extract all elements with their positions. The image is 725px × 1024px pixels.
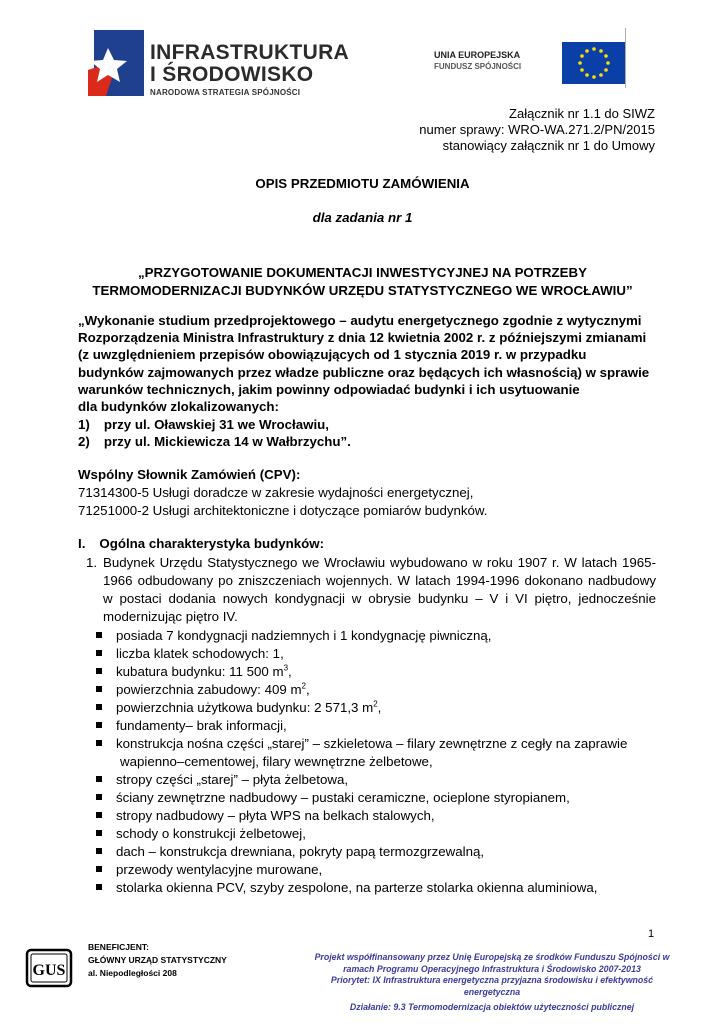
bullet-square-icon — [96, 650, 102, 656]
bullet-square-icon — [96, 812, 102, 818]
bullet-item: powierzchnia zabudowy: 409 $m^2$, — [96, 682, 310, 697]
infrastruktura-emblem-icon — [88, 30, 144, 96]
scope-item-text: przy ul. Oławskiej 31 we Wrocławiu, — [103, 417, 329, 432]
scope-line: budynków zajmowanych przez władze publiczne oraz będących ich własnością) w sprawie — [78, 365, 650, 380]
eu-label: UNIA EUROPEJSKA — [434, 50, 521, 60]
cpv-line: 71251000-2 Usługi architektoniczne i dotyczące pomiarów budynków. — [78, 503, 488, 518]
beneficiary-block — [88, 941, 227, 980]
logo-title-line1: INFRASTRUKTURA — [150, 41, 350, 64]
section-heading — [78, 535, 656, 552]
note-line: energetyczna — [463, 986, 521, 997]
section-paragraph-line: Budynek Urzędu Statystycznego we Wrocławiu wybudowano w roku 1907 r. W latach 1965- — [103, 555, 656, 570]
note-line: Priorytet: IX Infrastruktura energetyczna przyjazna środowisku i efektywność — [330, 975, 654, 985]
logo-title-line2: I ŚRODOWISKO — [150, 63, 314, 86]
scope-item-text: przy ul. Mickiewicza 14 w Wałbrzychu”. — [103, 434, 351, 449]
task-title-line1: „PRZYGOTOWANIE DOKUMENTACJI INWESTYCYJNEJ NA POTRZEBY — [138, 265, 587, 280]
gus-logo-text: GUS — [32, 962, 66, 979]
bullet-square-icon — [96, 668, 102, 674]
section-paragraph-line: modernizując piętro IV. — [103, 609, 238, 624]
bullet-item: stropy nadbudowy – płyta WPS na belkach stalowych, — [96, 808, 435, 823]
bullet-square-icon — [96, 740, 102, 746]
bullet-square-icon — [96, 776, 102, 782]
beneficiary-address: al. Niepodległości 208 — [88, 968, 177, 978]
scope-item — [78, 416, 656, 433]
scope-line: (z uwzględnieniem przepisów obowiązujących od 1 stycznia 2019 r. w przypadku — [78, 347, 587, 362]
bullet-square-icon — [96, 794, 102, 800]
bullet-square-icon — [96, 632, 102, 638]
bullet-item: przewody wentylacyjne murowane, — [96, 862, 322, 877]
bullet-square-icon — [96, 848, 102, 854]
bullet-item: ściany zewnętrzne nadbudowy – pustaki ceramiczne, ocieplone styropianem, — [96, 790, 570, 805]
bullet-square-icon — [96, 704, 102, 710]
scope-line: dla budynków zlokalizowanych: — [78, 399, 279, 414]
bullet-item: powierzchnia użytkowa budynku: 2 571,3 $m^2$, — [96, 700, 381, 715]
bullet-item: fundamenty– brak informacji, — [96, 718, 287, 733]
section-paragraph-line: w postaci dodania nowych kondygnacji w obrysie budynku – V i VI piętro, jednocześnie — [103, 591, 656, 606]
infrastruktura-logo — [88, 30, 348, 96]
note-line: ramach Programu Operacyjnego Infrastruktura i Środowisko 2007-2013 — [343, 963, 641, 974]
annex-line2: numer sprawy: WRO-WA.271.2/PN/2015 — [419, 122, 655, 137]
scope-item — [78, 433, 656, 450]
scope-item-number: 1) — [78, 417, 90, 432]
note-line: Projekt współfinansowany przez Unię Europejską ze środków Funduszu Spójności w — [314, 952, 670, 962]
section-number: I. — [78, 536, 86, 551]
bullet-item: dach – konstrukcja drewniana, pokryty papą termozgrzewalną, — [96, 844, 484, 859]
bullet-square-icon — [96, 686, 102, 692]
fund-label: FUNDUSZ SPÓJNOŚCI — [434, 62, 522, 71]
page-number: 1 — [648, 928, 655, 940]
scope-item-number: 2) — [78, 434, 90, 449]
scope-line: Rozporządzenia Ministra Infrastruktury z dnia 12 kwietnia 2002 r. z późniejszymi zmianami — [78, 330, 647, 345]
section-paragraph-line: 1966 odbudowany po zniszczeniach wojennych. W latach 1994-1996 dokonano nadbudowy — [103, 573, 656, 588]
bullet-item: kubatura budynku: 11 500 $m^3$, — [96, 664, 292, 679]
bullet-item: liczba klatek schodowych: 1, — [96, 646, 284, 661]
document-title: OPIS PRZEDMIOTU ZAMÓWIENIA — [255, 176, 470, 191]
bullet-square-icon — [96, 830, 102, 836]
eu-logo — [434, 42, 626, 84]
bullet-item: konstrukcja nośna części „starej” – szkieletowa – filary zewnętrzne z cegły na zaprawie — [96, 736, 656, 751]
annex-line1: Załącznik nr 1.1 do SIWZ — [509, 106, 655, 121]
gus-logo-icon — [24, 947, 74, 989]
cpv-line: 71314300-5 Usługi doradcze w zakresie wydajności energetycznej, — [78, 485, 474, 500]
bullet-continuation: wapienno–cementowej, filary wewnętrzne żelbetowe, — [120, 754, 433, 769]
note-line: Działanie: 9.3 Termomodernizacja obiektów użyteczności publicznej — [349, 1002, 635, 1012]
bullet-square-icon — [96, 884, 102, 890]
document-subtitle: dla zadania nr 1 — [312, 210, 413, 225]
cofinancing-note — [292, 952, 692, 1014]
header-divider — [625, 28, 626, 88]
section-item-number: 1. — [86, 555, 98, 570]
beneficiary-name: GŁÓWNY URZĄD STATYSTYCZNY — [88, 955, 227, 965]
eu-flag-icon — [562, 42, 626, 84]
bullet-item: posiada 7 kondygnacji nadziemnych i 1 kondygnację piwniczną, — [96, 628, 492, 643]
scope-line: warunków technicznych, jakim powinny odpowiadać budynki i ich usytuowanie — [78, 382, 580, 397]
annex-line3: stanowiący załącznik nr 1 do Umowy — [442, 138, 655, 153]
scope-line: „Wykonanie studium przedprojektowego – audytu energetycznego zgodnie z wytycznymi — [78, 313, 642, 328]
logo-tagline: NARODOWA STRATEGIA SPÓJNOŚCI — [150, 88, 301, 97]
beneficiary-label: BENEFICJENT: — [88, 942, 149, 952]
bullet-item: stropy części „starej” – płyta żelbetowa, — [96, 772, 348, 787]
section-title: Ogólna charakterystyka budynków: — [99, 536, 325, 551]
bullet-square-icon — [96, 722, 102, 728]
bullet-item: stolarka okienna PCV, szyby zespolone, na parterze stolarka okienna aluminiowa, — [96, 880, 597, 895]
bullet-item: schody o konstrukcji żelbetowej, — [96, 826, 306, 841]
cpv-heading: Wspólny Słownik Zamówień (CPV): — [78, 467, 301, 482]
task-title-line2: TERMOMODERNIZACJI BUDYNKÓW URZĘDU STATYSTYCZNEGO WE WROCŁAWIU” — [92, 283, 633, 298]
bullet-square-icon — [96, 866, 102, 872]
